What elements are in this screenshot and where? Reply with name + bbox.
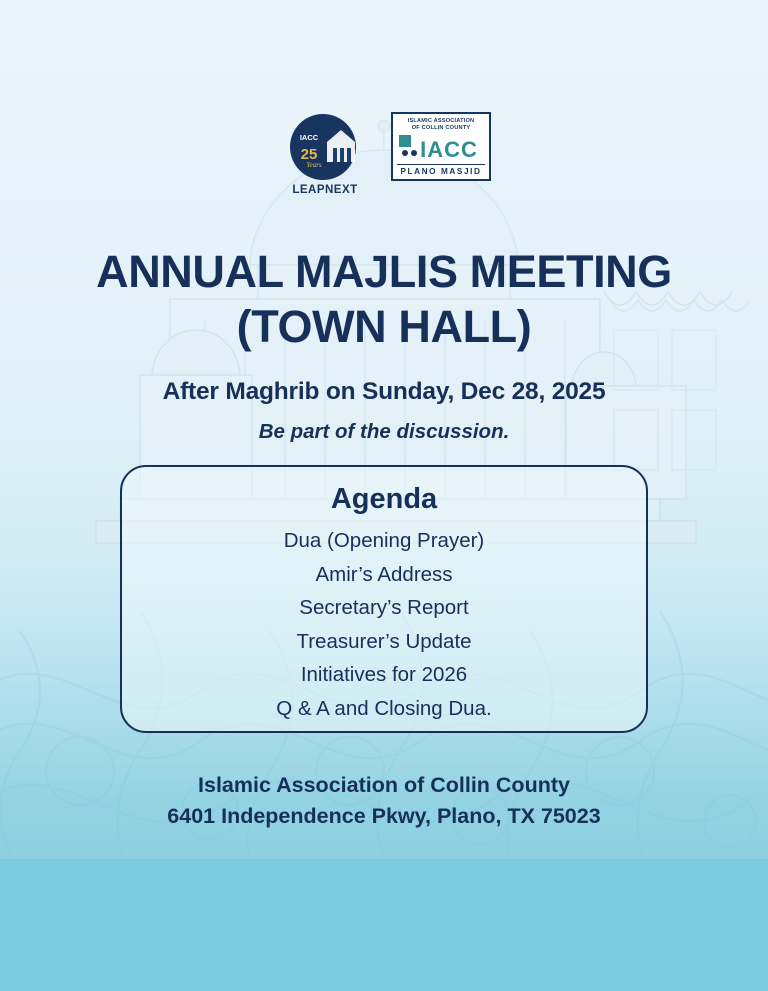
leapnext-logo — [277, 112, 373, 196]
page-title — [0, 245, 768, 355]
iacc-logo-top-line-2: OF COLLIN COUNTY — [411, 124, 471, 131]
list-item: Amir’s Address — [315, 562, 453, 586]
agenda-card — [120, 465, 648, 733]
list-item: Dua (Opening Prayer) — [283, 529, 485, 552]
title-line-1: ANNUAL MAJLIS MEETING — [96, 246, 672, 297]
iacc-plano-masjid-logo — [391, 112, 491, 181]
list-item: Initiatives for 2026 — [300, 663, 468, 687]
leapnext-badge-icon — [283, 112, 367, 182]
agenda-list — [122, 524, 646, 726]
agenda-heading: Agenda — [330, 483, 438, 515]
iacc-logo-bottom-line: PLANO MASJID — [397, 164, 485, 176]
list-item: Treasurer’s Update — [296, 629, 472, 653]
event-tagline: Be part of the discussion. — [258, 420, 510, 443]
leapnext-wordmark: LEAPNEXT — [292, 184, 358, 196]
logo-row — [0, 112, 768, 196]
svg-text:Years: Years — [306, 161, 322, 169]
title-line-2: (TOWN HALL) — [236, 300, 532, 352]
event-datetime: After Maghrib on Sunday, Dec 28, 2025 — [162, 378, 606, 405]
footer-block — [0, 770, 768, 832]
venue-address: 6401 Independence Pkwy, Plano, TX 75023 — [167, 804, 601, 829]
iacc-logo-top-line-1: ISLAMIC ASSOCIATION — [407, 118, 475, 124]
svg-text:IACC: IACC — [420, 136, 478, 162]
list-item: Q & A and Closing Dua. — [276, 697, 492, 721]
iacc-monogram-icon — [397, 133, 485, 163]
list-item: Secretary’s Report — [299, 596, 469, 620]
svg-text:25: 25 — [300, 146, 318, 163]
svg-text:IACC: IACC — [299, 133, 319, 142]
organization-name: Islamic Association of Collin County — [198, 773, 570, 797]
